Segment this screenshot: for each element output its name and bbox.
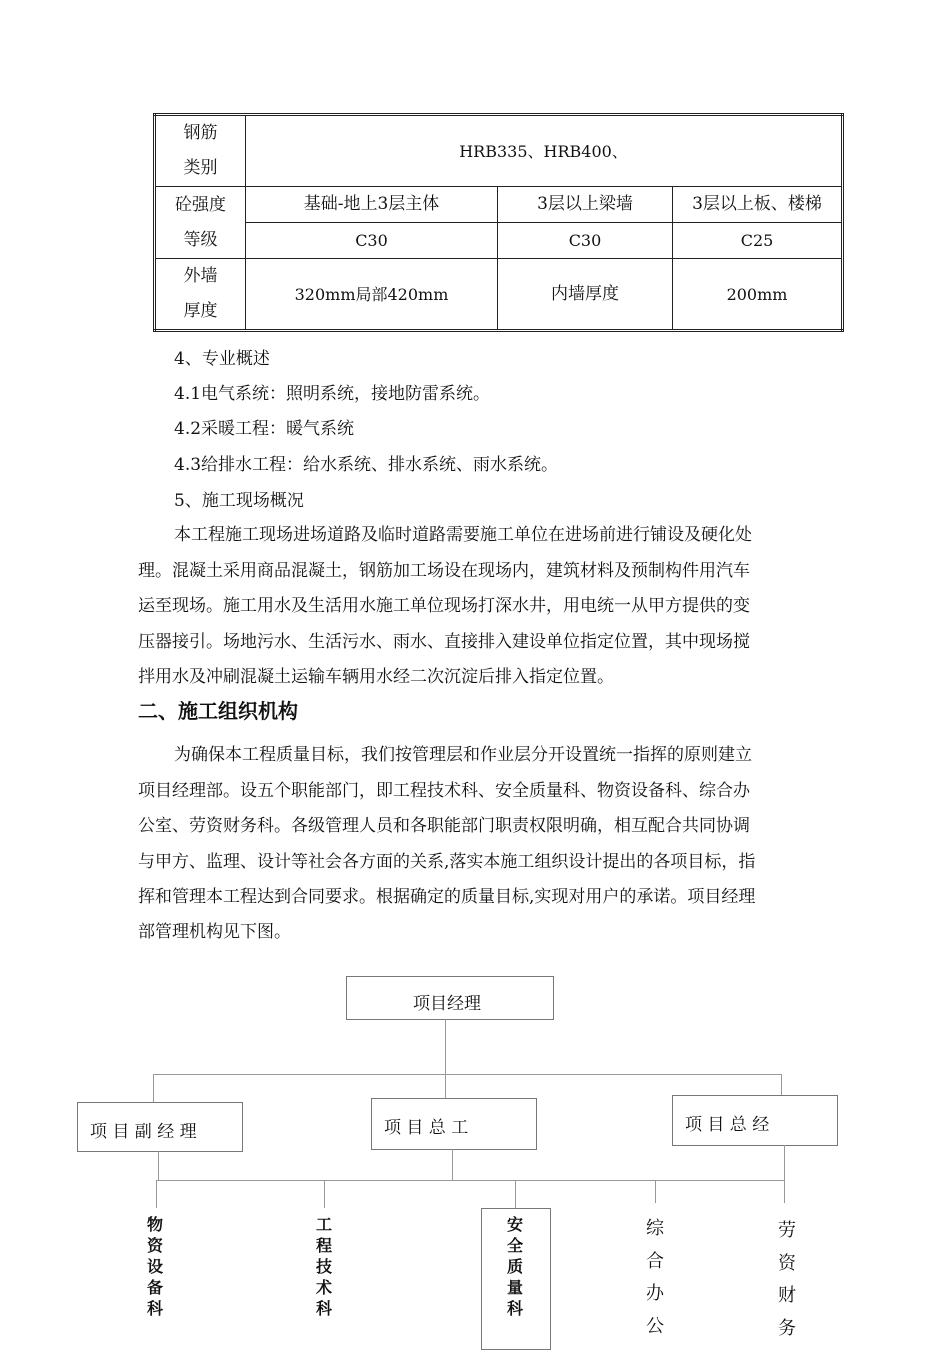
connector-line bbox=[156, 1180, 157, 1208]
org-box-project-manager bbox=[346, 976, 554, 1020]
spec-table bbox=[153, 113, 844, 332]
paragraph-line: 与甲方、监理、设计等社会各方面的关系,落实本施工组织设计提出的各项目标，指 bbox=[138, 852, 756, 872]
org-box-label: 项 目 副 经 理 bbox=[90, 1122, 197, 1142]
inner-wall-value-cell: 200mm bbox=[673, 259, 843, 331]
concrete-header-cell: 3层以上梁墙 bbox=[498, 187, 673, 223]
connector-line bbox=[655, 1180, 656, 1203]
dept-char: 工 bbox=[315, 1215, 332, 1234]
dept-char: 备 bbox=[146, 1278, 163, 1297]
concrete-label-line: 砼强度 bbox=[175, 194, 226, 215]
concrete-header-cell: 基础-地上3层主体 bbox=[246, 187, 498, 223]
wall-label-line: 外墙 bbox=[183, 266, 218, 286]
rebar-label-line: 类别 bbox=[183, 158, 218, 178]
dept-char: 公 bbox=[646, 1315, 664, 1337]
connector-line bbox=[452, 1149, 453, 1180]
dept-char: 程 bbox=[315, 1236, 332, 1255]
rebar-value-cell: HRB335、HRB400、 bbox=[246, 115, 843, 187]
dept-char: 全 bbox=[506, 1236, 523, 1255]
table-row bbox=[155, 187, 843, 223]
org-box-general-manager bbox=[672, 1095, 838, 1146]
paragraph-line: 压器接引。场地污水、生活污水、雨水、直接排入建设单位指定位置，其中现场搅 bbox=[138, 632, 750, 652]
dept-char: 劳 bbox=[778, 1220, 796, 1241]
paragraph-line: 本工程施工现场进场道路及临时道路需要施工单位在进场前进行铺设及硬化处 bbox=[174, 525, 752, 545]
dept-char: 财 bbox=[778, 1285, 796, 1306]
connector-line bbox=[784, 1145, 785, 1180]
dept-char: 设 bbox=[146, 1257, 163, 1276]
connector-line bbox=[784, 1180, 785, 1203]
paragraph-line: 公室、劳资财务科。各级管理人员和各职能部门职责权限明确，相互配合共同协调 bbox=[138, 816, 750, 836]
dept-char: 技 bbox=[315, 1257, 332, 1276]
dept-safety-quality bbox=[505, 1214, 525, 1319]
table-row bbox=[155, 223, 843, 259]
org-box-chief-engineer bbox=[371, 1098, 537, 1150]
paragraph-line: 为确保本工程质量目标，我们按管理层和作业层分开设置统一指挥的原则建立 bbox=[174, 745, 752, 765]
wall-label-line: 厚度 bbox=[183, 301, 218, 321]
concrete-value-cell: C30 bbox=[246, 223, 498, 259]
connector-line bbox=[153, 1074, 154, 1102]
dept-char: 资 bbox=[146, 1236, 163, 1255]
paragraph-line: 挥和管理本工程达到合同要求。根据确定的质量目标,实现对用户的承诺。项目经理 bbox=[138, 887, 756, 907]
connector-line bbox=[515, 1180, 516, 1208]
org-box-label: 项目经理 bbox=[413, 994, 481, 1014]
concrete-value-cell: C30 bbox=[498, 223, 673, 259]
concrete-label-cell bbox=[155, 187, 246, 259]
dept-char: 物 bbox=[146, 1215, 163, 1234]
paragraph-line: 项目经理部。设五个职能部门，即工程技术科、安全质量科、物资设备科、综合办 bbox=[138, 781, 750, 801]
dept-char: 科 bbox=[146, 1299, 163, 1318]
connector-line bbox=[781, 1074, 782, 1095]
dept-materials bbox=[145, 1214, 165, 1319]
dept-char: 术 bbox=[315, 1278, 332, 1297]
section4-item: 4.3给排水工程：给水系统、排水系统、雨水系统。 bbox=[174, 455, 559, 475]
connector-line bbox=[158, 1151, 159, 1180]
dept-char: 资 bbox=[778, 1252, 796, 1274]
connector-line bbox=[445, 1019, 446, 1075]
inner-wall-label-cell: 内墙厚度 bbox=[498, 259, 673, 331]
table-row bbox=[155, 259, 843, 331]
dept-char: 科 bbox=[506, 1299, 523, 1318]
section5-title: 5、施工现场概况 bbox=[174, 491, 304, 511]
section4-item: 4.1电气系统：照明系统，接地防雷系统。 bbox=[174, 384, 491, 404]
paragraph-line: 拌用水及冲刷混凝土运输车辆用水经二次沉淀后排入指定位置。 bbox=[138, 667, 614, 687]
dept-engineering bbox=[314, 1214, 334, 1319]
dept-char: 量 bbox=[506, 1278, 523, 1297]
rebar-label-cell bbox=[155, 115, 246, 187]
concrete-label-line: 等级 bbox=[183, 229, 218, 250]
paragraph-line: 运至现场。施工用水及生活用水施工单位现场打深水井，用电统一从甲方提供的变 bbox=[138, 596, 750, 616]
dept-char: 务 bbox=[778, 1317, 796, 1339]
connector-line bbox=[153, 1074, 782, 1075]
connector-line bbox=[156, 1180, 785, 1181]
concrete-value-cell: C25 bbox=[673, 223, 843, 259]
rebar-label-line: 钢筋 bbox=[183, 123, 218, 143]
paragraph-line: 部管理机构见下图。 bbox=[138, 922, 291, 942]
wall-label-cell bbox=[155, 259, 246, 331]
outer-wall-value-cell: 320mm局部420mm bbox=[246, 259, 498, 331]
paragraph-line: 理。混凝土采用商品混凝土，钢筋加工场设在现场内，建筑材料及预制构件用汽车 bbox=[138, 561, 750, 581]
section4-item: 4.2采暖工程：暖气系统 bbox=[174, 419, 355, 439]
dept-labor-finance bbox=[775, 1215, 799, 1345]
table-row bbox=[155, 115, 843, 187]
section4-title: 4、专业概述 bbox=[174, 349, 270, 369]
concrete-header-cell: 3层以上板、楼梯 bbox=[673, 187, 843, 223]
dept-char: 质 bbox=[506, 1257, 523, 1276]
dept-char: 办 bbox=[646, 1283, 664, 1304]
dept-char: 综 bbox=[646, 1218, 664, 1239]
dept-char: 合 bbox=[646, 1250, 664, 1272]
dept-char: 科 bbox=[315, 1299, 332, 1318]
connector-line bbox=[324, 1180, 325, 1208]
org-box-label: 项 目 总 经 bbox=[685, 1115, 770, 1135]
dept-general-office bbox=[643, 1213, 667, 1343]
chapter-heading: 二、施工组织机构 bbox=[138, 699, 298, 723]
org-box-deputy-manager bbox=[77, 1102, 243, 1152]
dept-char: 安 bbox=[506, 1215, 523, 1234]
connector-line bbox=[445, 1074, 446, 1098]
org-box-label: 项 目 总 工 bbox=[384, 1118, 469, 1138]
